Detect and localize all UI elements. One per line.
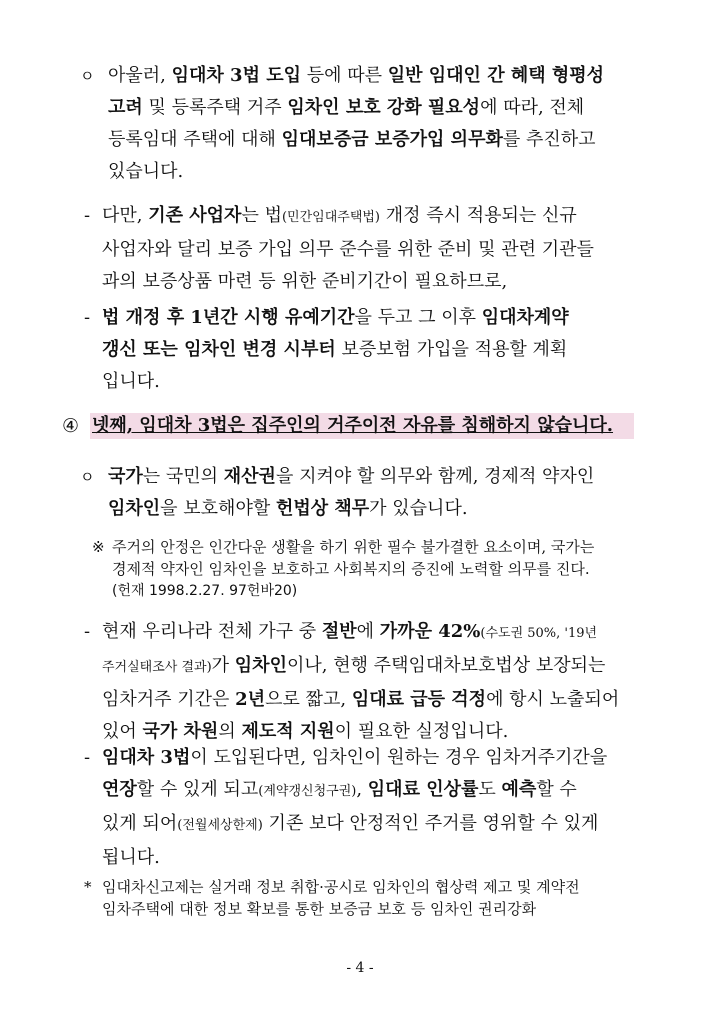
text-line: 과의 보증상품 마련 등 위한 준비기간이 필요하므로, — [102, 271, 508, 292]
text-line: 사업자와 달리 보증 가입 의무 준수를 위한 준비 및 관련 기관들 — [102, 239, 594, 260]
dash-marker: - — [84, 307, 91, 328]
text-line: 갱신 또는 임차인 변경 시부터 보증보험 가입을 적용할 계획 — [102, 339, 568, 360]
text-line: 등록임대 주택에 대해 임대보증금 보증가입 의무화를 추진하고 — [108, 129, 596, 150]
text-line: 주거의 안정은 인간다운 생활을 하기 위한 필수 불가결한 요소이며, 국가는 — [112, 538, 595, 556]
text-line: 있어 국가 차원의 제도적 지원이 필요한 실정입니다. — [102, 721, 509, 742]
text-line: 연장할 수 있게 되고(계약갱신청구권), 임대료 인상률도 예측할 수 — [102, 779, 577, 800]
bullet-marker: ㅇ — [80, 67, 95, 85]
text-line: 임대차신고제는 실거래 정보 취합·공시로 임차인의 협상력 제고 및 계약전 — [102, 878, 580, 896]
dash-marker: - — [84, 621, 91, 642]
section-number: ④ — [62, 415, 80, 437]
dash-marker: - — [84, 747, 91, 768]
text-line: 법 개정 후 1년간 시행 유예기간을 두고 그 이후 임대차계약 — [102, 307, 569, 328]
dash-marker: - — [84, 205, 91, 226]
heading-text: 넷째, 임대차 3법은 집주인의 거주이전 자유를 침해하지 않습니다. — [92, 415, 614, 436]
text-line: 다만, 기존 사업자는 법(민간임대주택법) 개정 즉시 적용되는 신규 — [102, 205, 577, 226]
text-line: 고려 및 등록주택 거주 임차인 보호 강화 필요성에 따라, 전체 — [108, 97, 585, 118]
text-line: 임차인을 보호해야할 헌법상 책무가 있습니다. — [108, 498, 468, 519]
text-line: 있습니다. — [108, 161, 184, 182]
text-line: 됩니다. — [102, 847, 160, 868]
text-line: 국가는 국민의 재산권을 지켜야 할 의무와 함께, 경제적 약자인 — [108, 466, 595, 487]
text-line: 아울러, 임대차 3법 도입 등에 따른 일반 임대인 간 혜택 형평성 — [108, 65, 605, 86]
reference-mark-icon: ※ — [92, 538, 105, 556]
text-line: 있게 되어(전월세상한제) 기존 보다 안정적인 주거를 영위할 수 있게 — [102, 813, 599, 834]
text-line: 입니다. — [102, 371, 160, 392]
text-line: 임대차 3법이 도입된다면, 임차인이 원하는 경우 임차거주기간을 — [102, 747, 608, 768]
text-line: 주거실태조사 결과)가 임차인이나, 현행 주택임대차보호법상 보장되는 — [102, 655, 606, 676]
text-line: 임차거주 기간은 2년으로 짧고, 임대료 급등 걱정에 항시 노출되어 — [102, 689, 620, 710]
bullet-marker: ㅇ — [80, 468, 95, 486]
section-heading — [62, 411, 634, 441]
text-line: 현재 우리나라 전체 가구 중 절반에 가까운 42%(수도권 50%, '19년 — [102, 621, 598, 642]
page-number: - 4 - — [346, 960, 374, 976]
asterisk-icon: * — [84, 878, 92, 896]
text-line: 경제적 약자인 임차인을 보호하고 사회복지의 증진에 노력할 의무를 진다. — [112, 560, 590, 578]
text-line: (헌재 1998.2.27. 97헌바20) — [112, 583, 298, 599]
text-line: 임차주택에 대한 정보 확보를 통한 보증금 보호 등 임차인 권리강화 — [102, 900, 537, 918]
